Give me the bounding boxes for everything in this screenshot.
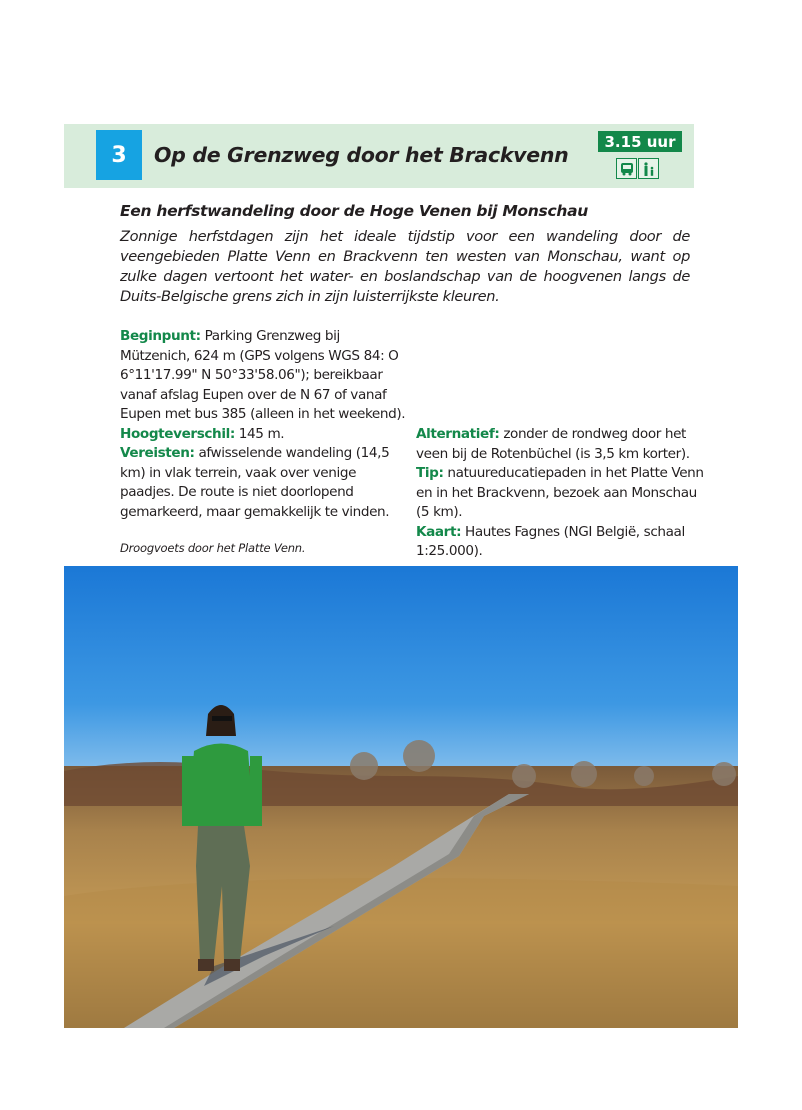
hoogteverschil-label: Hoogteverschil: — [120, 425, 235, 442]
info-alternatief — [416, 425, 706, 464]
sky — [64, 566, 738, 796]
kaart-label: Kaart: — [416, 523, 462, 540]
info-kaart — [416, 523, 706, 562]
photo-caption: Droogvoets door het Platte Venn. — [120, 541, 306, 555]
tip-text: natuureducatiepaden in het Platte Venn en in het Brackvenn, bezoek aan Monschau (5 km). — [416, 465, 704, 520]
bus-icon — [616, 158, 637, 179]
hoogteverschil-text: 145 m. — [238, 425, 285, 442]
tip-label: Tip: — [416, 465, 444, 481]
info-hoogteverschil — [120, 425, 410, 445]
info-tip — [416, 464, 706, 523]
alternatief-label: Alternatief: — [416, 426, 500, 442]
info-vereisten — [120, 444, 410, 522]
info-beginpunt — [120, 327, 410, 425]
info-column-left — [120, 327, 410, 522]
beginpunt-label: Beginpunt: — [120, 328, 201, 344]
route-title: Op de Grenzweg door het Brackvenn — [154, 143, 569, 167]
route-icons — [616, 158, 659, 179]
photo-boardwalk-hiker — [64, 566, 738, 1028]
family-icon — [638, 158, 659, 179]
vereisten-label: Vereisten: — [120, 445, 195, 461]
beginpunt-text: Parking Grenzweg bij Mützenich, 624 m (GPS volgens WGS 84: O 6°11'17.99" N 50°33'58.06"); bereikbaar vanaf afslag Eupen over de N 67 of vanaf Eupen met bus 385 (alleen in het weekend). — [120, 328, 406, 422]
intro-text: Zonnige herfstdagen zijn het ideale tijdstip voor een wandeling door de veengebieden Platte Venn en Brackvenn ten westen van Monschau, want op zulke dagen vertoont het water- en boslandschap van de hoogvenen langs de Duits-Belgische grens zich in zijn luisterrijkste kleuren. — [120, 228, 690, 305]
info-column-right — [416, 425, 706, 562]
alternatief-text: zonder de rondweg door het veen bij de Rotenbüchel (is 3,5 km korter). — [416, 426, 690, 462]
duration-badge: 3.15 uur — [598, 131, 682, 152]
subtitle: Een herfstwandeling door de Hoge Venen bij Monschau — [120, 202, 588, 220]
kaart-text: Hautes Fagnes (NGI België, schaal 1:25.000). — [416, 523, 685, 559]
route-number: 3 — [96, 130, 142, 180]
vereisten-text: afwisselende wandeling (14,5 km) in vlak terrein, vaak over venige paadjes. De route is niet doorlopend gemarkeerd, maar gemakkelijk te vinden. — [120, 445, 390, 520]
